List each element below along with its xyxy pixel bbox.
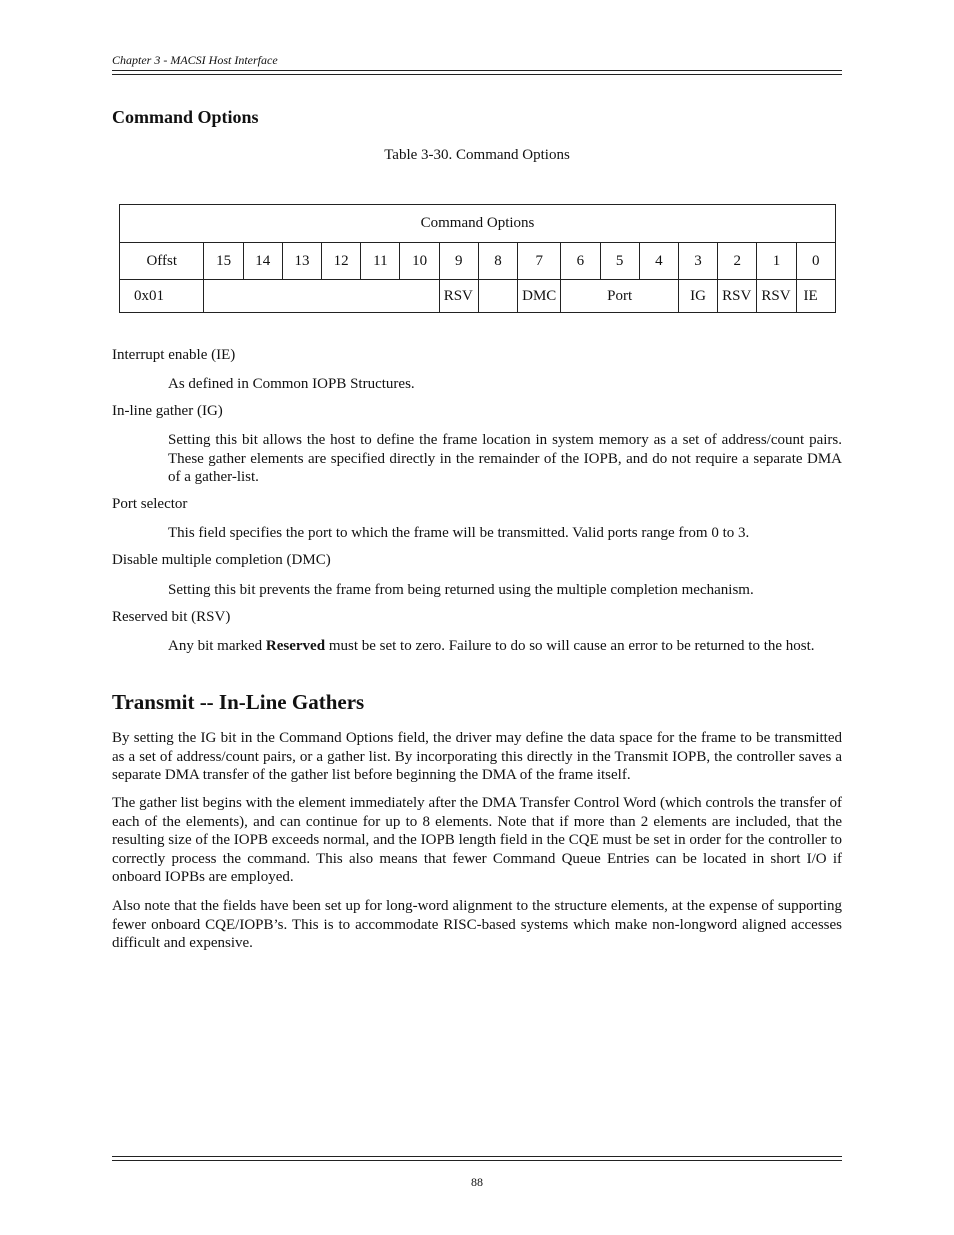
bit-number: 5	[600, 243, 639, 280]
port-field: Port	[561, 280, 679, 313]
bit1-field: RSV	[757, 280, 796, 313]
field-desc-rsv	[168, 637, 842, 656]
field-desc-ig: Setting this bit allows the host to define the frame location in system memory as a set of address/count pairs. These gather elements are specified directly in the remainder of the IOPB, and do not require a separate DMA of a gather-list.	[168, 432, 842, 485]
bit8-field	[478, 280, 517, 313]
field-desc-port: This field specifies the port to which the frame will be transmitted. Valid ports range from 0 to 3.	[168, 525, 750, 541]
paragraph: The gather list begins with the element immediately after the DMA Transfer Control Word (which controls the transfer of each of the elements), and can continue for up to 8 elements. Note that if more than 2 elements are included, that the resulting size of the IOPB exceeds normal, and the IOPB length field in the CQE must be set in order for the controller to correctly process the command. This also means that fewer Command Queue Entries can be located in short I/O if onboard IOPBs are employed.	[112, 795, 842, 885]
bit9-field: RSV	[439, 280, 478, 313]
footer-rule	[112, 1160, 842, 1161]
desc-emphasis: Reserved	[265, 638, 326, 654]
bit-number: 1	[757, 243, 796, 280]
bit-number: 9	[439, 243, 478, 280]
bit-number: 7	[518, 243, 561, 280]
paragraph: Also note that the fields have been set up for long-word alignment to the structure elements, at the expense of supporting fewer onboard CQE/IOPB’s. This is to accommodate RISC-based systems which make non-longword aligned accesses difficult and expensive.	[112, 898, 842, 951]
bit2-field: RSV	[718, 280, 757, 313]
field-term-port: Port selector	[112, 496, 188, 512]
section-title: Command Options	[112, 107, 259, 127]
desc-text: must be set to zero. Failure to do so will cause an error to be returned to the host.	[325, 638, 815, 654]
bit-number: 4	[639, 243, 678, 280]
bits-unused	[204, 280, 439, 313]
bit-number: 15	[204, 243, 243, 280]
header-rule	[112, 70, 842, 71]
bit-number-row	[120, 243, 836, 280]
page-number: 88	[471, 1175, 483, 1189]
bit-number: 2	[718, 243, 757, 280]
field-term-ig: In-line gather (IG)	[112, 403, 223, 419]
bit0-field: IE	[796, 280, 835, 313]
bit-number: 10	[400, 243, 439, 280]
table-row	[120, 280, 836, 313]
bit-number: 6	[561, 243, 600, 280]
table-title: Command Options	[120, 205, 836, 243]
field-term-ie: Interrupt enable (IE)	[112, 347, 236, 363]
bit-number: 14	[243, 243, 282, 280]
table-title-row	[120, 205, 836, 243]
bit7-field: DMC	[518, 280, 561, 313]
offset-value: 0x01	[120, 280, 204, 313]
footer-rule	[112, 1156, 842, 1157]
bit3-field: IG	[678, 280, 717, 313]
offset-header: Offst	[120, 243, 204, 280]
bit-number: 3	[678, 243, 717, 280]
bit-number: 0	[796, 243, 835, 280]
bit-number: 12	[322, 243, 361, 280]
header-rule	[112, 74, 842, 75]
field-desc-dmc: Setting this bit prevents the frame from being returned using the multiple completion mechanism.	[168, 582, 754, 598]
bit-number: 13	[282, 243, 321, 280]
field-term-rsv: Reserved bit (RSV)	[112, 609, 231, 625]
paragraph: By setting the IG bit in the Command Options field, the driver may define the data space for the frame to be transmitted as a set of address/count pairs, or a gather list. By incorporating this directly in the Transmit IOPB, the controller saves a separate DMA transfer of the gather list before beginning the DMA of the frame itself.	[112, 730, 842, 783]
desc-text: Any bit marked	[168, 638, 266, 654]
field-term-dmc: Disable multiple completion (DMC)	[112, 552, 331, 568]
field-desc-ie: As defined in Common IOPB Structures.	[168, 376, 415, 392]
table-caption: Table 3-30. Command Options	[384, 147, 570, 163]
running-header: Chapter 3 - MACSI Host Interface	[112, 53, 278, 67]
command-options-table	[119, 204, 836, 313]
bit-number: 11	[361, 243, 400, 280]
section-heading: Transmit -- In-Line Gathers	[112, 690, 365, 714]
bit-number: 8	[478, 243, 517, 280]
